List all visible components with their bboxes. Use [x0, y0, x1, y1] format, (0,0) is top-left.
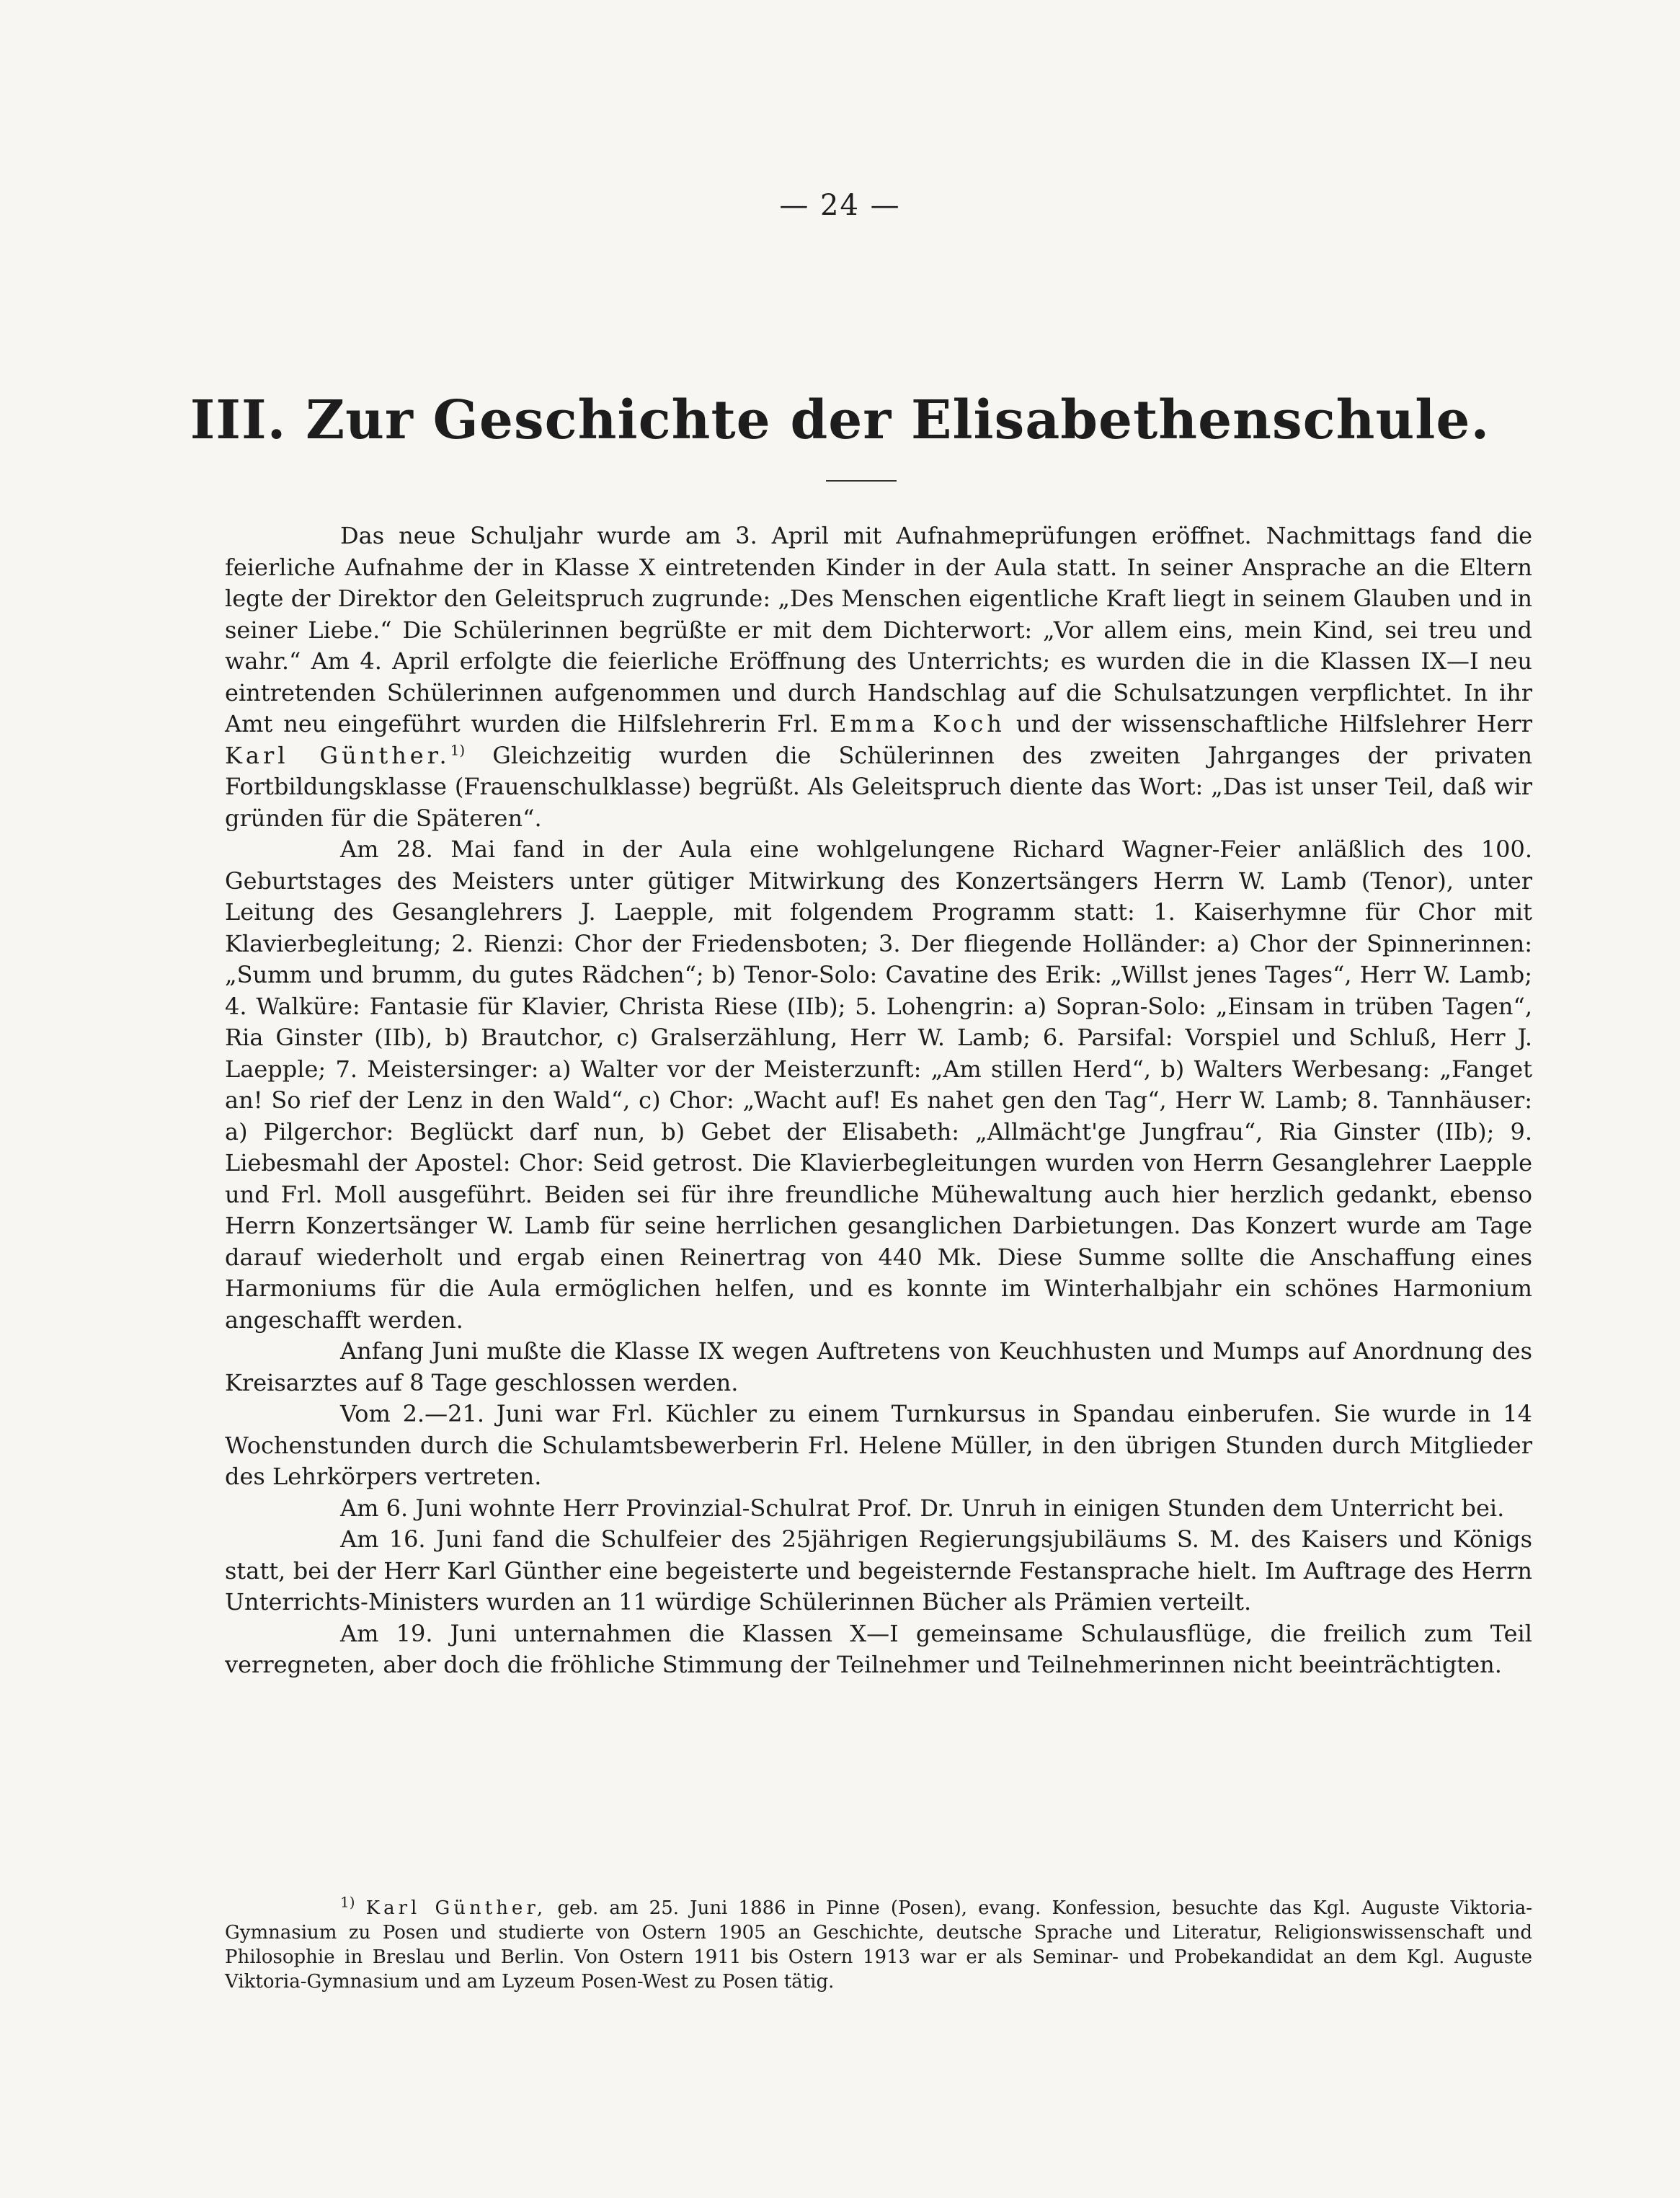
- paragraph-class-closure: Anfang Juni mußte die Klasse IX wegen Auftretens von Keuchhusten und Mumps auf Anordnung des Kreisarztes auf 8 Tage geschlossen werden.: [225, 1337, 1532, 1396]
- paragraph-text: und der wissenschaftliche Hilfslehrer Herr: [1015, 710, 1533, 737]
- person-name: Karl Günther.: [225, 741, 450, 769]
- footnote-marker: 1): [340, 1893, 355, 1911]
- section-title: III. Zur Geschichte der Elisabethenschule.: [190, 389, 1490, 451]
- paragraph-text: Gleichzeitig wurden die Schülerinnen des zweiten Jahrganges der privaten Fortbildungsklasse (Frauenschulklasse) begrüßt. Als Geleitspruch diente das Wort: „Das ist unser Teil, daß wir gründen für die Späteren“.: [225, 741, 1533, 832]
- body-text: [225, 520, 1532, 1681]
- person-name: Emma Koch: [830, 710, 1005, 737]
- footnote-body: geb. am 25. Juni 1886 in Pinne (Posen), evang. Konfession, besuchte das Kgl. Auguste Viktoria-Gymnasium zu Posen und studierte von Ostern 1905 an Geschichte, deutsche Sprache und Literatur, Religionswissenschaft und Philosophie in Breslau und Berlin. Von Ostern 1911 bis Ostern 1913 war er als Seminar- und Probekandidat an dem Kgl. Auguste Viktoria-Gymnasium und am Lyzeum Posen-West zu Posen tätig.: [225, 1897, 1532, 1993]
- paragraph-inspection: Am 6. Juni wohnte Herr Provinzial-Schulrat Prof. Dr. Unruh in einigen Stunden dem Unterricht bei.: [340, 1494, 1505, 1522]
- footnote-reference: 1): [450, 740, 466, 758]
- paragraph-jubilee: Am 16. Juni fand die Schulfeier des 25jährigen Regierungsjubiläums S. M. des Kaisers und Königs statt, bei der Herr Karl Günther eine begeisterte und begeisternde Festansprache hielt. Im Auftrage des Herrn Unterrichts-Ministers wurden an 11 würdige Schülerinnen Bücher als Prämien verteilt.: [225, 1525, 1532, 1616]
- footnote: [225, 1893, 1532, 1994]
- paragraph-text: Das neue Schuljahr wurde am 3. April mit Aufnahmeprüfungen eröffnet. Nachmittags fand die feierliche Aufnahme der in Klasse X eintretenden Kinder in der Aula statt. In seiner Ansprache an die Eltern legte der Direktor den Geleitspruch zugrunde: „Des Menschen eigentliche Kraft liegt in seinem Glauben und in seiner Liebe.“ Die Schülerinnen begrüßte er mit dem Dichterwort: „Vor allem eins, mein Kind, sei treu und wahr.“ Am 4. April erfolgte die feierliche Eröffnung des Unterrichts; es wurden die in die Klassen IX—I neu eintretenden Schülerinnen aufgenommen und durch Handschlag auf die Schulsatzungen verpflichtet. In ihr Amt neu eingeführt wurden die Hilfslehrerin Frl.: [225, 522, 1532, 737]
- title-divider: [826, 480, 897, 482]
- paragraph-wagner-celebration: Am 28. Mai fand in der Aula eine wohlgelungene Richard Wagner-Feier anläßlich des 100. Geburtstages des Meisters unter gütiger Mitwirkung des Konzertsängers Herrn W. Lamb (Tenor), unter Leitung des Gesanglehrers J. Laepple, mit folgendem Programm statt: 1. Kaiserhymne für Chor mit Klavierbegleitung; 2. Rienzi: Chor der Friedensboten; 3. Der fliegende Holländer: a) Chor der Spinnerinnen: „Summ und brumm, du gutes Rädchen“; b) Tenor-Solo: Cavatine des Erik: „Willst jenes Tages“, Herr W. Lamb; 4. Walküre: Fantasie für Klavier, Christa Riese (IIb); 5. Lohengrin: a) Sopran-Solo: „Einsam in trüben Tagen“, Ria Ginster (IIb), b) Brautchor, c) Gralserzählung, Herr W. Lamb; 6. Parsifal: Vorspiel und Schluß, Herr J. Laepple; 7. Meistersinger: a) Walter vor der Meisterzunft: „Am stillen Herd“, b) Walters Werbesang: „Fanget an! So rief der Lenz in den Wald“, c) Chor: „Wacht auf! Es nahet gen den Tag“, Herr W. Lamb; 8. Tannhäuser: a) Pilgerchor: Beglückt darf nun, b) Gebet der Elisabeth: „Allmächt'ge Jungfrau“, Ria Ginster (IIb); 9. Liebesmahl der Apostel: Chor: Seid getrost. Die Klavierbegleitungen wurden von Herrn Gesanglehrer Laepple und Frl. Moll ausgeführt. Beiden sei für ihre freundliche Mühewaltung auch hier herzlich gedankt, ebenso Herrn Konzertsänger W. Lamb für seine herrlichen gesanglichen Darbietungen. Das Konzert wurde am Tage darauf wiederholt und ergab einen Reinertrag von 440 Mk. Diese Summe sollte die Anschaffung eines Harmoniums für die Aula ermöglichen helfen, und es konnte im Winterhalbjahr ein schönes Harmonium angeschafft werden.: [225, 836, 1532, 1334]
- footnote-name: Karl Günther,: [365, 1897, 547, 1919]
- paragraph-gym-course: Vom 2.—21. Juni war Frl. Küchler zu einem Turnkursus in Spandau einberufen. Sie wurde in 14 Wochenstunden durch die Schulamtsbewerberin Frl. Helene Müller, in den übrigen Stunden durch Mitglieder des Lehrkörpers vertreten.: [225, 1400, 1532, 1490]
- paragraph-excursions: Am 19. Juni unternahmen die Klassen X—I gemeinsame Schulausflüge, die freilich zum Teil verregneten, aber doch die fröhliche Stimmung der Teilnehmer und Teilnehmerinnen nicht beeinträchtigten.: [225, 1619, 1532, 1678]
- page-number: — 24 —: [779, 189, 901, 222]
- paragraph-school-year-opening: [225, 520, 1532, 834]
- footnote-text: [225, 1893, 1532, 1994]
